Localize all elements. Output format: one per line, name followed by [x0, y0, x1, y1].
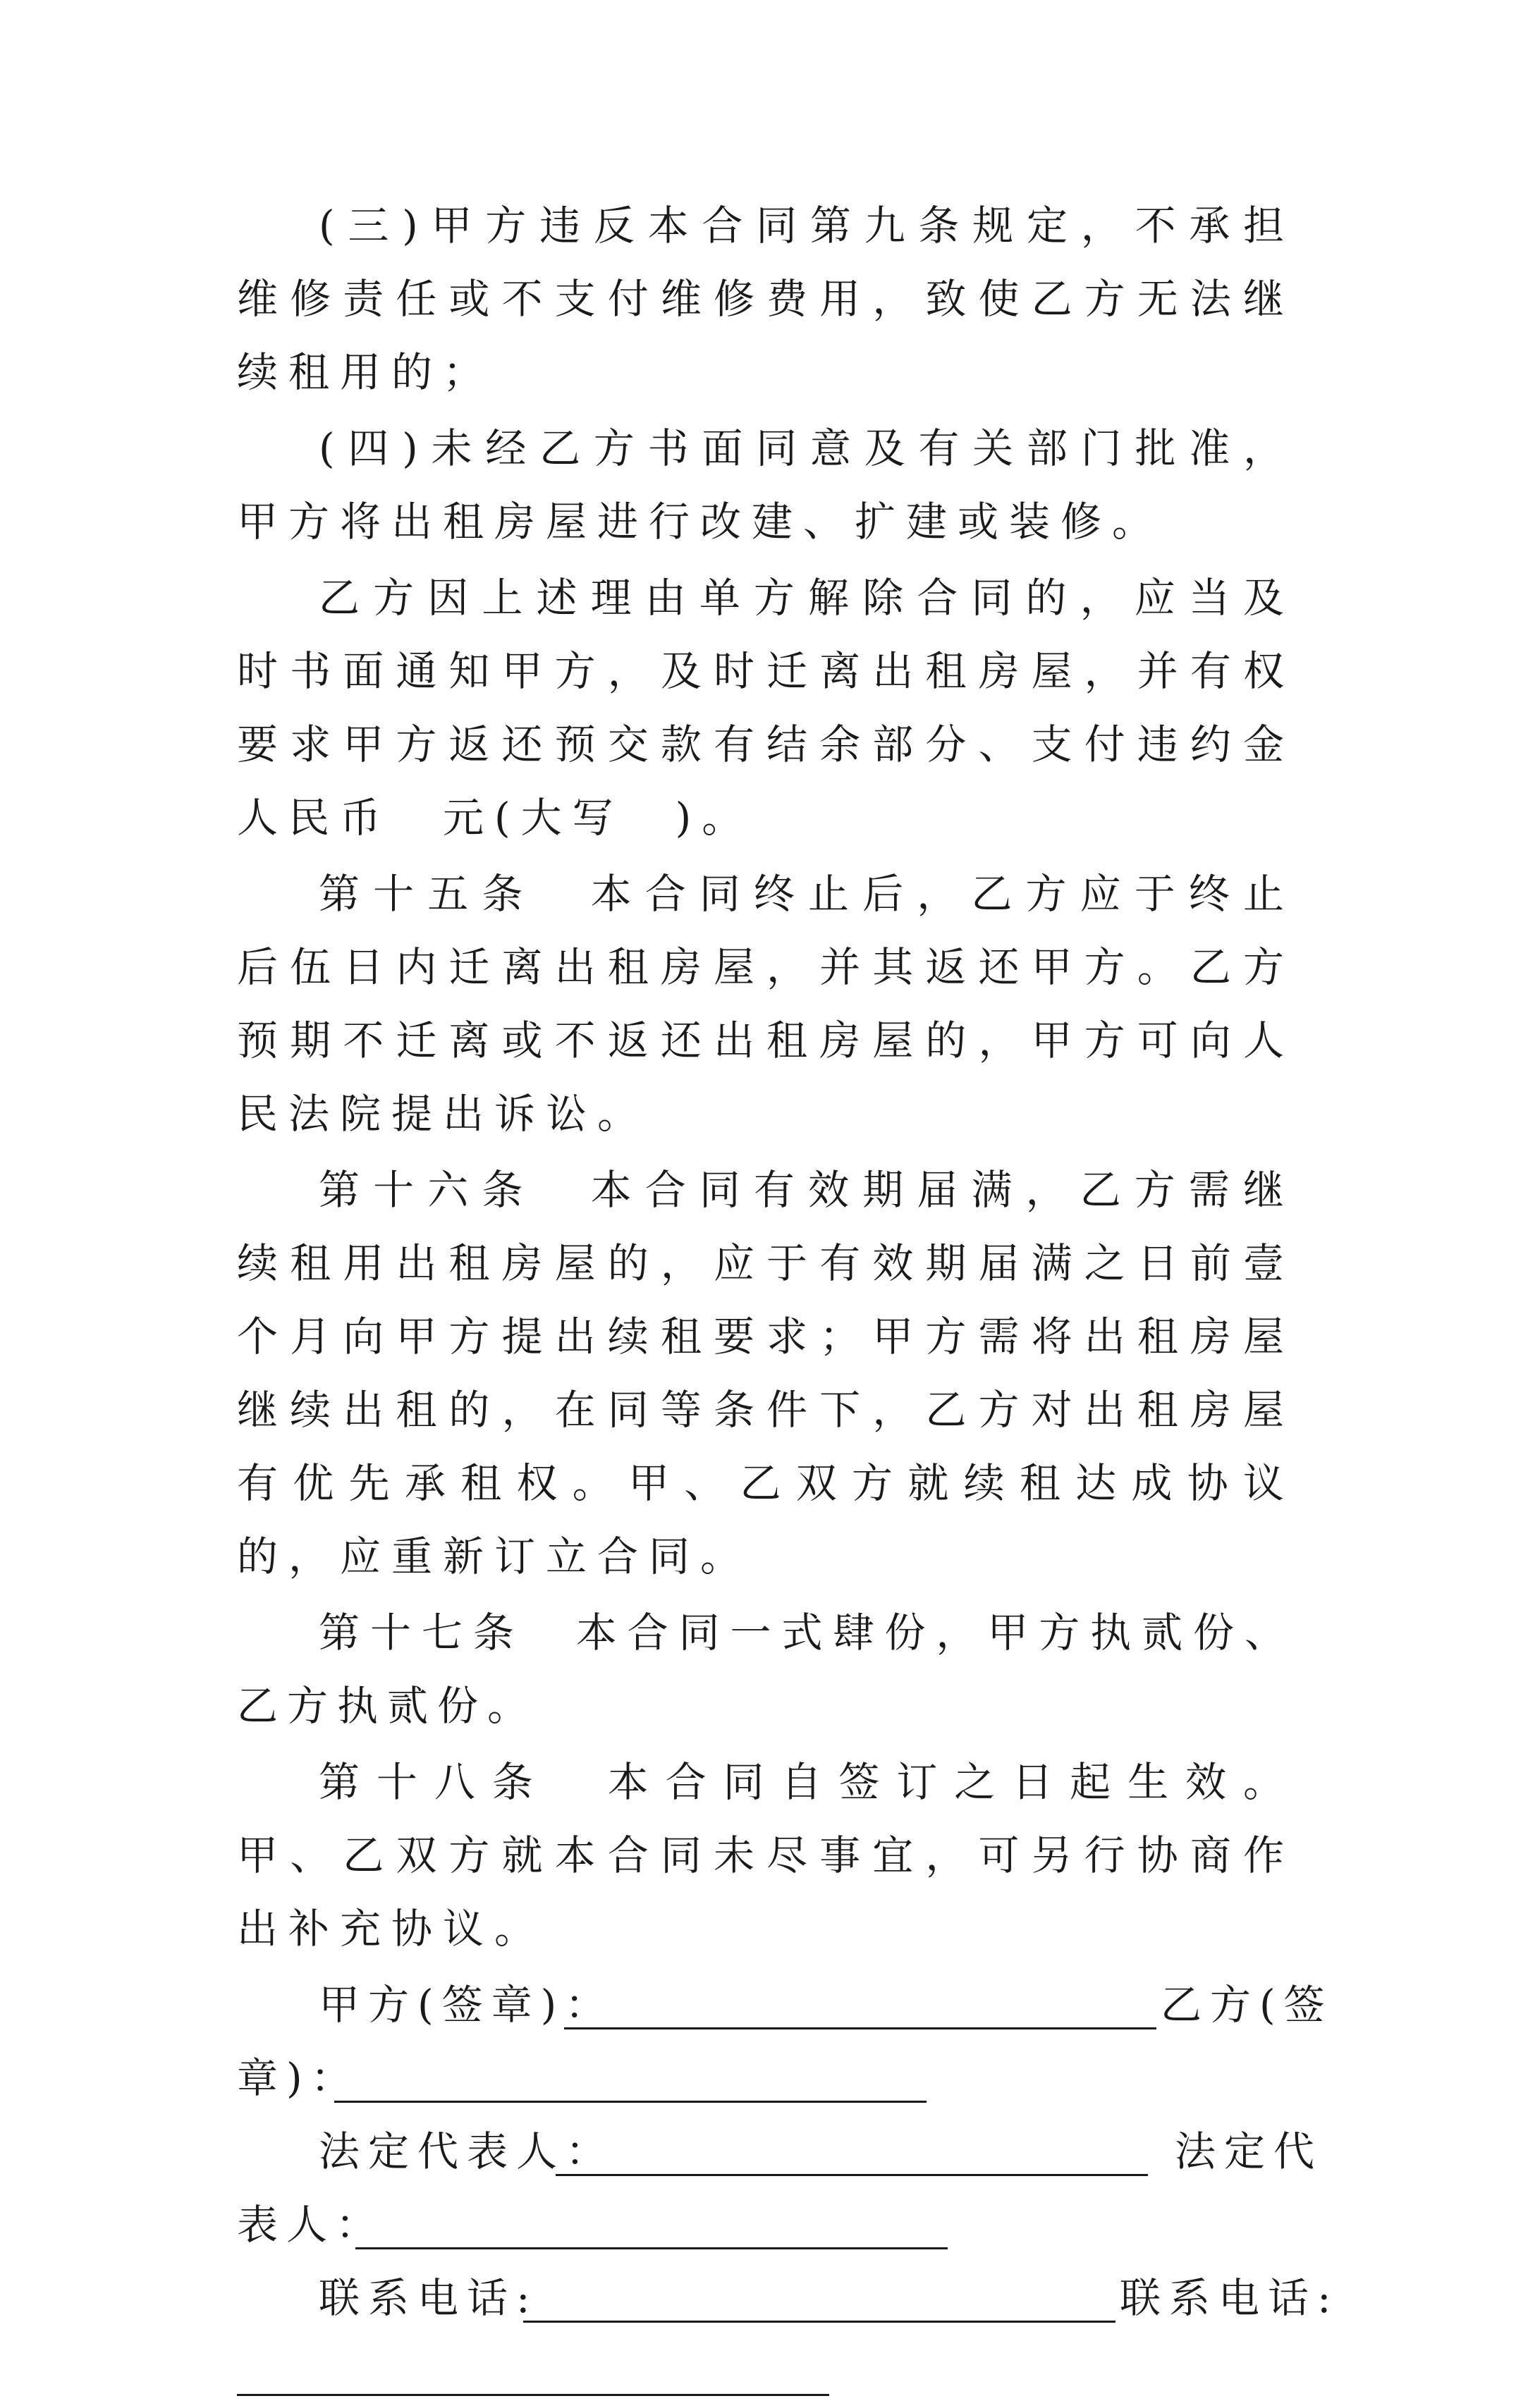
article-18-paragraph: 第十八条 本合同自签订之日起生效。甲、乙双方就本合同未尽事宜，可另行协商作出补充协议。: [237, 1758, 1295, 1953]
document-page: [237, 189, 1340, 2408]
phone-row: [237, 2261, 1340, 2335]
clause-3-paragraph: (三)甲方违反本合同第九条规定，不承担维修责任或不支付维修费用，致使乙方无法继续租用的；: [237, 202, 1295, 396]
rep-b-row: [237, 2188, 1295, 2261]
clause-4-paragraph: (四)未经乙方书面同意及有关部门批准，甲方将出租房屋进行改建、扩建或装修。: [237, 424, 1295, 546]
phone-b-line[interactable]: [237, 2394, 829, 2396]
representative-row: [237, 2115, 1324, 2188]
phone-a-line[interactable]: [523, 2321, 1115, 2323]
article-17-paragraph: 第十七条 本合同一式肆份，甲方执贰份、乙方执贰份。: [237, 1609, 1295, 1730]
party-b-sign-label: 乙方(签: [1161, 1981, 1333, 2029]
party-a-sign-label: 甲方(签章)：: [319, 1981, 615, 2029]
phone-a-label: 联系电话:: [319, 2274, 539, 2322]
rep-b-label-cont: 表人：: [237, 2201, 386, 2249]
rep-b-line[interactable]: [355, 2247, 948, 2249]
rep-a-label: 法定代表人：: [319, 2127, 616, 2175]
party-b-sign-line[interactable]: [334, 2101, 927, 2103]
party-signature-row: [237, 1968, 1333, 2041]
party-a-sign-line[interactable]: [564, 2027, 1156, 2029]
party-b-sign-row: [237, 2041, 1295, 2115]
rep-a-line[interactable]: [556, 2174, 1148, 2176]
phone-b-label: 联系电话:: [1120, 2274, 1340, 2322]
party-b-sign-label-cont: 章)：: [237, 2054, 360, 2102]
article-16-paragraph: 第十六条 本合同有效期届满，乙方需继续租用出租房屋的，应于有效期届满之日前壹个月向甲方提出续租要求；甲方需将出租房屋继续出租的，在同等条件下，乙方对出租房屋有优先承租权。甲、乙双方就续租达成协议的，应重新订立合同。: [237, 1166, 1295, 1580]
phone-b-row: [237, 2335, 1295, 2408]
termination-notice-paragraph: 乙方因上述理由单方解除合同的，应当及时书面通知甲方，及时迁离出租房屋，并有权要求甲方返还预交款有结余部分、支付违约金人民币 元(大写 )。: [237, 574, 1295, 842]
article-15-paragraph: 第十五条 本合同终止后，乙方应于终止后伍日内迁离出租房屋，并其返还甲方。乙方预期不迁离或不返还出租房屋的，甲方可向人民法院提出诉讼。: [237, 870, 1295, 1138]
rep-b-label: 法定代: [1175, 2127, 1324, 2175]
signature-block: [237, 1968, 1340, 2408]
